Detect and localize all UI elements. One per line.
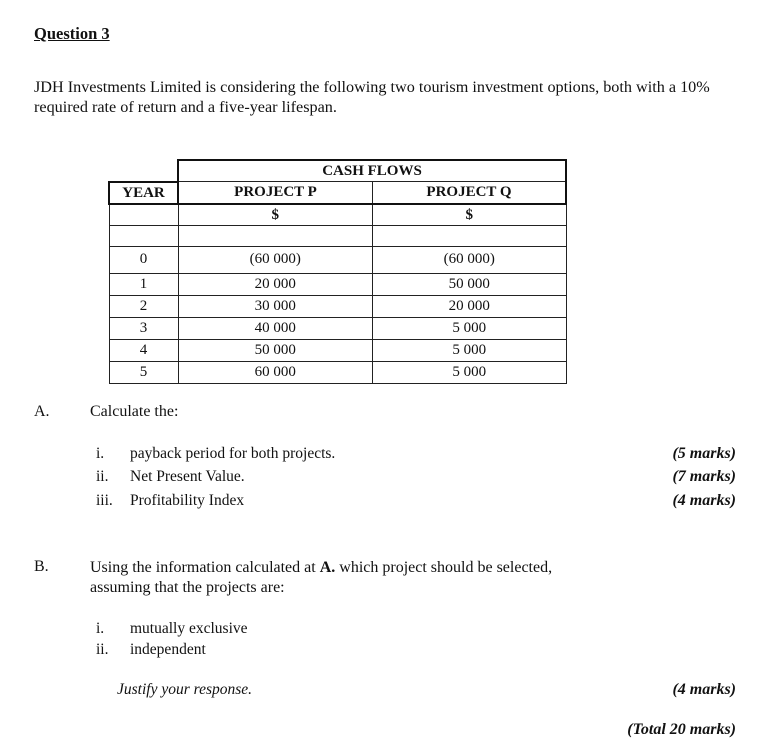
year-cell: 5 [109, 361, 178, 383]
spacer-cell [178, 225, 373, 246]
project-p-cell: (60 000) [178, 246, 373, 273]
table-row [109, 246, 566, 273]
item-text: independent [130, 641, 206, 658]
item-text: Profitability Index [130, 492, 245, 509]
project-q-cell: 5 000 [373, 339, 567, 361]
project-p-header: PROJECT P [178, 182, 373, 204]
marks-label: (4 marks) [672, 681, 736, 698]
item-number: ii. [96, 641, 109, 658]
marks-label: (7 marks) [672, 468, 736, 485]
item-text: mutually exclusive [130, 620, 248, 637]
spacer-cell [109, 225, 178, 246]
project-q-cell: (60 000) [373, 246, 567, 273]
year-column-header: YEAR [109, 182, 178, 204]
part-a-item [96, 445, 335, 463]
total-marks: (Total 20 marks) [627, 721, 736, 738]
prompt-text: Using the information calculated at [90, 559, 320, 576]
prompt-bold-ref: A. [319, 559, 336, 576]
table-row [109, 273, 566, 295]
prompt-text: which project should be selected, [335, 559, 553, 576]
project-p-cell: 50 000 [178, 339, 373, 361]
part-a-prompt: Calculate the: [90, 403, 179, 420]
table-row [109, 317, 566, 339]
table-row [109, 339, 566, 361]
year-cell: 3 [109, 317, 178, 339]
justify-instruction: Justify your response. [117, 681, 253, 698]
part-b-item [96, 620, 248, 638]
item-number: i. [96, 620, 105, 637]
year-unit-blank [109, 204, 178, 226]
project-p-cell: 60 000 [178, 361, 373, 383]
table-row [109, 295, 566, 317]
spacer-cell [373, 225, 567, 246]
project-q-cell: 5 000 [373, 361, 567, 383]
part-a-letter: A. [34, 403, 50, 420]
year-cell: 4 [109, 339, 178, 361]
project-p-unit: $ [178, 204, 373, 226]
cash-flow-table [108, 159, 567, 384]
year-cell: 0 [109, 246, 178, 273]
project-q-header: PROJECT Q [373, 182, 567, 204]
item-number: ii. [96, 468, 109, 485]
part-b-letter: B. [34, 558, 49, 575]
year-cell: 1 [109, 273, 178, 295]
item-text: Net Present Value. [130, 468, 245, 485]
marks-label: (4 marks) [672, 492, 736, 509]
prompt-text: assuming that the projects are: [90, 579, 285, 596]
item-text: payback period for both projects. [130, 445, 336, 462]
table-row [109, 361, 566, 383]
project-p-cell: 20 000 [178, 273, 373, 295]
part-b-item [96, 641, 206, 659]
project-q-unit: $ [373, 204, 567, 226]
intro-paragraph: JDH Investments Limited is considering the following two tourism investment options, both with a 10% required rate of return and a five-year lifespan. [34, 78, 710, 116]
cash-flows-header: CASH FLOWS [178, 160, 566, 182]
question-title: Question 3 [34, 24, 110, 43]
project-p-cell: 40 000 [178, 317, 373, 339]
marks-label: (5 marks) [672, 445, 736, 462]
project-q-cell: 5 000 [373, 317, 567, 339]
part-b-prompt [90, 558, 650, 598]
part-a-item [96, 468, 245, 486]
project-q-cell: 20 000 [373, 295, 567, 317]
part-a-item [96, 492, 244, 510]
project-p-cell: 30 000 [178, 295, 373, 317]
item-number: iii. [96, 492, 113, 509]
project-q-cell: 50 000 [373, 273, 567, 295]
table-corner-blank [109, 160, 178, 182]
item-number: i. [96, 445, 105, 462]
year-cell: 2 [109, 295, 178, 317]
